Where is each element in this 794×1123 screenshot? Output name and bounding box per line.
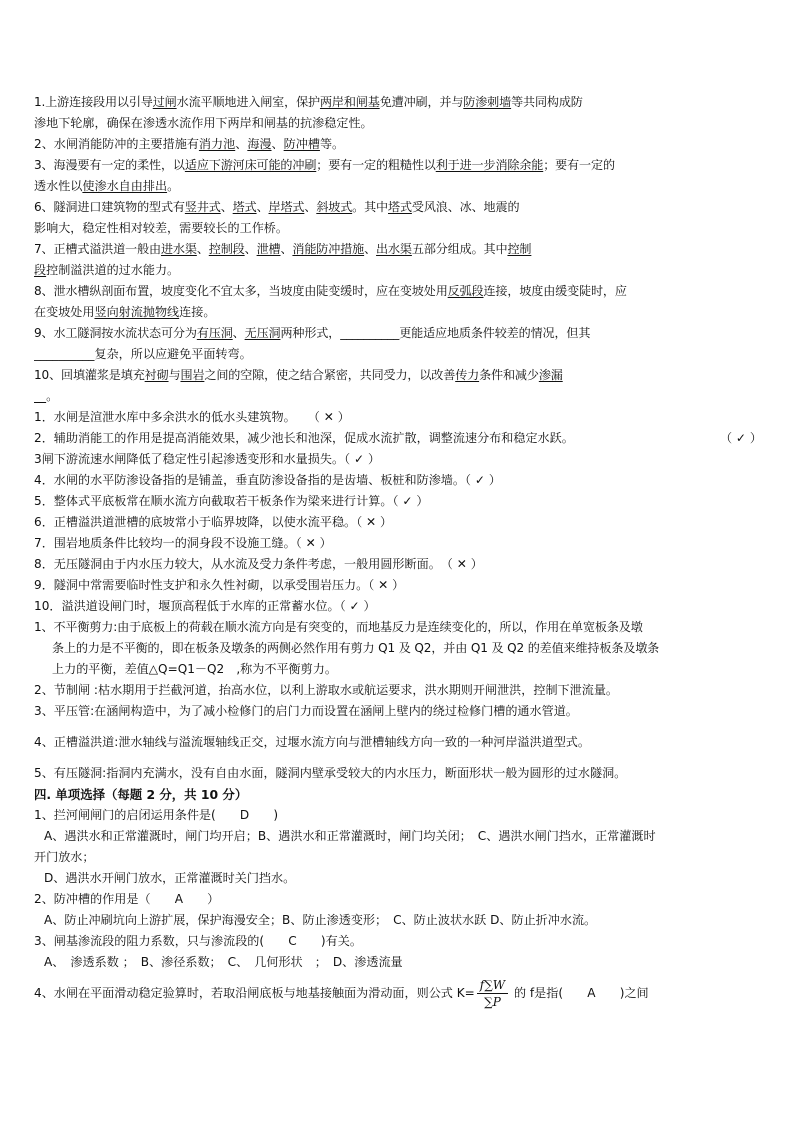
fill-q3 — [34, 155, 762, 176]
text: 等共同构成防 — [511, 95, 583, 109]
answer: 竖向射流抛物线 — [94, 305, 180, 319]
answer: 泄槽 — [256, 242, 281, 256]
fill-q1 — [34, 92, 762, 113]
choice-1-options: A、遇洪水和正常灌溉时，闸门均开启；B、遇洪水和正常灌溉时，闸门均关闭； C、遇洪水闸门挡水，正常灌溉时 — [44, 829, 656, 843]
text: 、 — [280, 242, 293, 256]
fill-q6-cont: 影响大，稳定性相对较差，需要较长的工作桥。 — [34, 221, 288, 235]
text: 、 — [256, 200, 269, 214]
text: 2、水闸消能防冲的主要措施有 — [34, 137, 199, 151]
text: ） — [416, 494, 429, 508]
text: 1.上游连接段用以引导 — [34, 95, 153, 109]
judge-3 — [34, 449, 762, 470]
text: 与 — [168, 368, 181, 382]
fill-q8-cont — [34, 302, 762, 323]
answer: 控制 — [507, 242, 532, 256]
choice-4 — [34, 973, 762, 1013]
choice-2-options: A、防止冲刷坑向上游扩展，保护海漫安全；B、防止渗透变形； C、防止波状水跃 D、防止折冲水流。 — [44, 913, 597, 927]
answer: 进水渠 — [160, 242, 197, 256]
text: 等。 — [319, 137, 345, 151]
text: 2．辅助消能工的作用是提高消能效果，减少池长和池深，促成水流扩散，调整流速分布和稳定水跃。 — [34, 431, 574, 445]
judge-2 — [34, 428, 762, 449]
exam-page — [34, 92, 762, 1013]
text: 。 — [46, 389, 59, 403]
term-1: 1、不平衡剪力:由于底板上的荷载在顺水流方向是有突变的，而地基反力是连续变化的，所以，作用在单宽板条及墩 — [34, 620, 643, 634]
text: ） — [380, 515, 393, 529]
answer: 反弧段 — [447, 284, 484, 298]
text: 5．整体式平底板常在顺水流方向截取若干板条作为梁来进行计算。（ — [34, 494, 399, 508]
text: 4、水闸在平面滑动稳定验算时，若取沿闸底板与地基接触面为滑动面，则公式 K= — [34, 986, 475, 1000]
fill-q9-cont — [34, 344, 762, 365]
fill-q7 — [34, 239, 762, 260]
text: 。 — [167, 179, 180, 193]
answer: 控制段 — [208, 242, 245, 256]
answer: 使渗水自由排出 — [82, 179, 168, 193]
text: 连接。 — [179, 305, 216, 319]
answer: 段 — [34, 263, 47, 277]
answer: 塔式 — [232, 200, 257, 214]
term-4: 4、正槽溢洪道:泄水轴线与溢流堰轴线正交，过堰水流方向与泄槽轴线方向一致的一种河岸溢洪道型式。 — [34, 735, 590, 749]
text: ；要有一定的 — [543, 158, 615, 172]
answer: 渗漏 — [538, 368, 563, 382]
judge-6 — [34, 512, 762, 533]
answer: 传力 — [455, 368, 480, 382]
text: ） — [363, 599, 376, 613]
fill-q7-cont — [34, 260, 762, 281]
answer: 防渗刺墙 — [463, 95, 512, 109]
answer: 竖井式 — [184, 200, 221, 214]
formula — [477, 977, 508, 1010]
text: 免遭冲刷，并与 — [379, 95, 464, 109]
choice-2: 2、防冲槽的作用是（ A ） — [34, 892, 220, 906]
term-3: 3、平压管:在涵闸构造中，为了减小检修门的启门力而设置在涵闸上壁内的绕过检修门槽的通水管道。 — [34, 704, 578, 718]
formula-numerator: f∑W — [477, 977, 508, 994]
spacer — [34, 722, 762, 732]
text: 、 — [220, 200, 233, 214]
text: 、 — [271, 137, 284, 151]
text: ） — [337, 410, 350, 424]
answer: 利于进一步消除余能 — [435, 158, 544, 172]
choice-1-options-cont: 开门放水； — [34, 850, 95, 864]
answer: 海漫 — [247, 137, 272, 151]
answer: 塔式 — [388, 200, 412, 214]
judge-5 — [34, 491, 762, 512]
fill-q10-cont — [34, 386, 762, 407]
answer: 过闸 — [152, 95, 177, 109]
text: 1．水闸是渲泄水库中多余洪水的低水头建筑物。 （ — [34, 410, 320, 424]
text: 、 — [235, 137, 248, 151]
answer: 消能防冲措施 — [292, 242, 365, 256]
text: ） — [319, 536, 332, 550]
answer: 岸塔式 — [268, 200, 305, 214]
check-icon: （ ✓ ） — [719, 431, 762, 445]
text: ） — [470, 557, 483, 571]
answer: 适应下游河床可能的冲刷 — [184, 158, 317, 172]
text: 受风浪、冰、地震的 — [411, 200, 520, 214]
choice-1: 1、拦河闸闸门的启闭运用条件是( D ) — [34, 808, 279, 822]
judge-7 — [34, 533, 762, 554]
cross-icon: ✕ — [456, 557, 467, 571]
choice-3-options: A、 渗透系数 ； B、渗径系数； C、 几何形状 ； D、渗透流量 — [44, 955, 403, 969]
text: 7、正槽式溢洪道一般由 — [34, 242, 161, 256]
cross-icon: ✕ — [323, 410, 334, 424]
answer: 有压洞 — [196, 326, 233, 340]
text: 控制溢洪道的过水能力。 — [46, 263, 180, 277]
answer: 衬砌 — [144, 368, 169, 382]
check-icon: ✓ — [402, 494, 413, 508]
text: 6、隧洞进口建筑物的型式有 — [34, 200, 185, 214]
cross-icon: ✕ — [378, 578, 389, 592]
answer: 防冲槽 — [283, 137, 320, 151]
text: 、 — [364, 242, 377, 256]
text: 10、回填灌浆是填充 — [34, 368, 145, 382]
fill-q2 — [34, 134, 762, 155]
text: 水流平顺地进入闸室，保护 — [176, 95, 320, 109]
text: 3闸下游流速水闸降低了稳定性引起渗透变形和水量损失。（ — [34, 452, 351, 466]
text: 10．溢洪道设闸门时，堰顶高程低于水库的正常蓄水位。（ — [34, 599, 346, 613]
text: 透水性以 — [34, 179, 83, 193]
text: ） — [488, 473, 501, 487]
judge-4 — [34, 470, 762, 491]
text: 。其中 — [352, 200, 388, 214]
choice-3: 3、闸基渗流段的阻力系数，只与渗流段的( C )有关。 — [34, 934, 362, 948]
judge-1 — [34, 407, 762, 428]
text: 6．正槽溢洪道泄槽的底坡常小于临界坡降，以使水流平稳。（ — [34, 515, 363, 529]
answer: 无压洞 — [244, 326, 281, 340]
text: 、 — [304, 200, 317, 214]
text: 五部分组成。其中 — [411, 242, 508, 256]
text: 、 — [232, 326, 245, 340]
judge-9 — [34, 575, 762, 596]
text: 两种形式， — [280, 326, 341, 340]
answer: 围岩 — [180, 368, 205, 382]
check-icon: ✓ — [349, 599, 360, 613]
answer: 两岸和闸基 — [319, 95, 380, 109]
cross-icon: ✕ — [305, 536, 316, 550]
text: 7．围岩地质条件比较均一的洞身段不设施工缝。（ — [34, 536, 302, 550]
fill-q9 — [34, 323, 762, 344]
text: 更能适应地质条件较差的情况，但其 — [399, 326, 591, 340]
fill-q1-cont: 渗地下轮廓，确保在渗透水流作用下两岸和闸基的抗渗稳定性。 — [34, 116, 373, 130]
section-title: 四. 单项选择（每题 2 分，共 10 分） — [34, 787, 248, 802]
text: 连接，坡度由缓变陡时，应 — [483, 284, 627, 298]
text: 8．无压隧洞由于内水压力较大，从水流及受力条件考虑，一般用圆形断面。 （ — [34, 557, 453, 571]
text: ） — [392, 578, 405, 592]
text: 、 — [196, 242, 209, 256]
fill-q6 — [34, 197, 762, 218]
text: 8、泄水槽纵剖面布置，坡度变化不宜太多，当坡度由陡变缓时，应在变坡处用 — [34, 284, 448, 298]
term-2: 2、节制闸 :枯水期用于拦截河道，抬高水位，以利上游取水或航运要求，洪水期则开闸泄洪，控制下泄流量。 — [34, 683, 619, 697]
blank: __________ — [340, 326, 400, 340]
term-5: 5、有压隧洞:指洞内充满水，没有自由水面，隧洞内壁承受较大的内水压力，断面形状一般为圆形的过水隧洞。 — [34, 766, 627, 780]
check-icon: ✓ — [353, 452, 365, 466]
text: ；要有一定的粗糙性以 — [316, 158, 436, 172]
blank — [34, 389, 46, 403]
fill-q8 — [34, 281, 762, 302]
spacer — [34, 753, 762, 763]
blank: __________ — [34, 347, 95, 361]
text: 、 — [244, 242, 257, 256]
text: 9、水工隧洞按水流状态可分为 — [34, 326, 197, 340]
text: ） — [367, 452, 381, 466]
text: 之间的空隙，使之结合紧密，共同受力，以改善 — [204, 368, 456, 382]
text: 在变坡处用 — [34, 305, 95, 319]
text: 复杂，所以应避免平面转弯。 — [94, 347, 252, 361]
text: 3、海漫要有一定的柔性，以 — [34, 158, 185, 172]
check-icon: ✓ — [474, 473, 486, 487]
term-1-cont2: 上力的平衡，差值△Q=Q1－Q2 ,称为不平衡剪力。 — [52, 662, 337, 676]
text: 4．水闸的水平防渗设备指的是铺盖，垂直防渗设备指的是齿墙、板桩和防渗墙。（ — [34, 473, 472, 487]
answer: 出水渠 — [376, 242, 412, 256]
choice-1-option-d: D、遇洪水开闸门放水，正常灌溉时关门挡水。 — [44, 871, 296, 885]
judge-8 — [34, 554, 762, 575]
text: 条件和减少 — [479, 368, 539, 382]
cross-icon: ✕ — [366, 515, 377, 529]
term-1-cont: 条上的力是不平衡的，即在板条及墩条的两侧必然作用有剪力 Q1 及 Q2，并由 Q1 及 Q2 的差值来维持板条及墩条 — [52, 641, 660, 655]
answer: 斜坡式 — [316, 200, 353, 214]
fill-q10 — [34, 365, 762, 386]
text: 的 f是指( A )之间 — [510, 986, 649, 1000]
formula-denominator: ∑P — [484, 995, 501, 1009]
text: 9．隧洞中常需要临时性支护和永久性衬砌，以承受围岩压力。（ — [34, 578, 375, 592]
judge-10 — [34, 596, 762, 617]
fill-q3-cont — [34, 176, 762, 197]
answer: 消力池 — [198, 137, 236, 151]
